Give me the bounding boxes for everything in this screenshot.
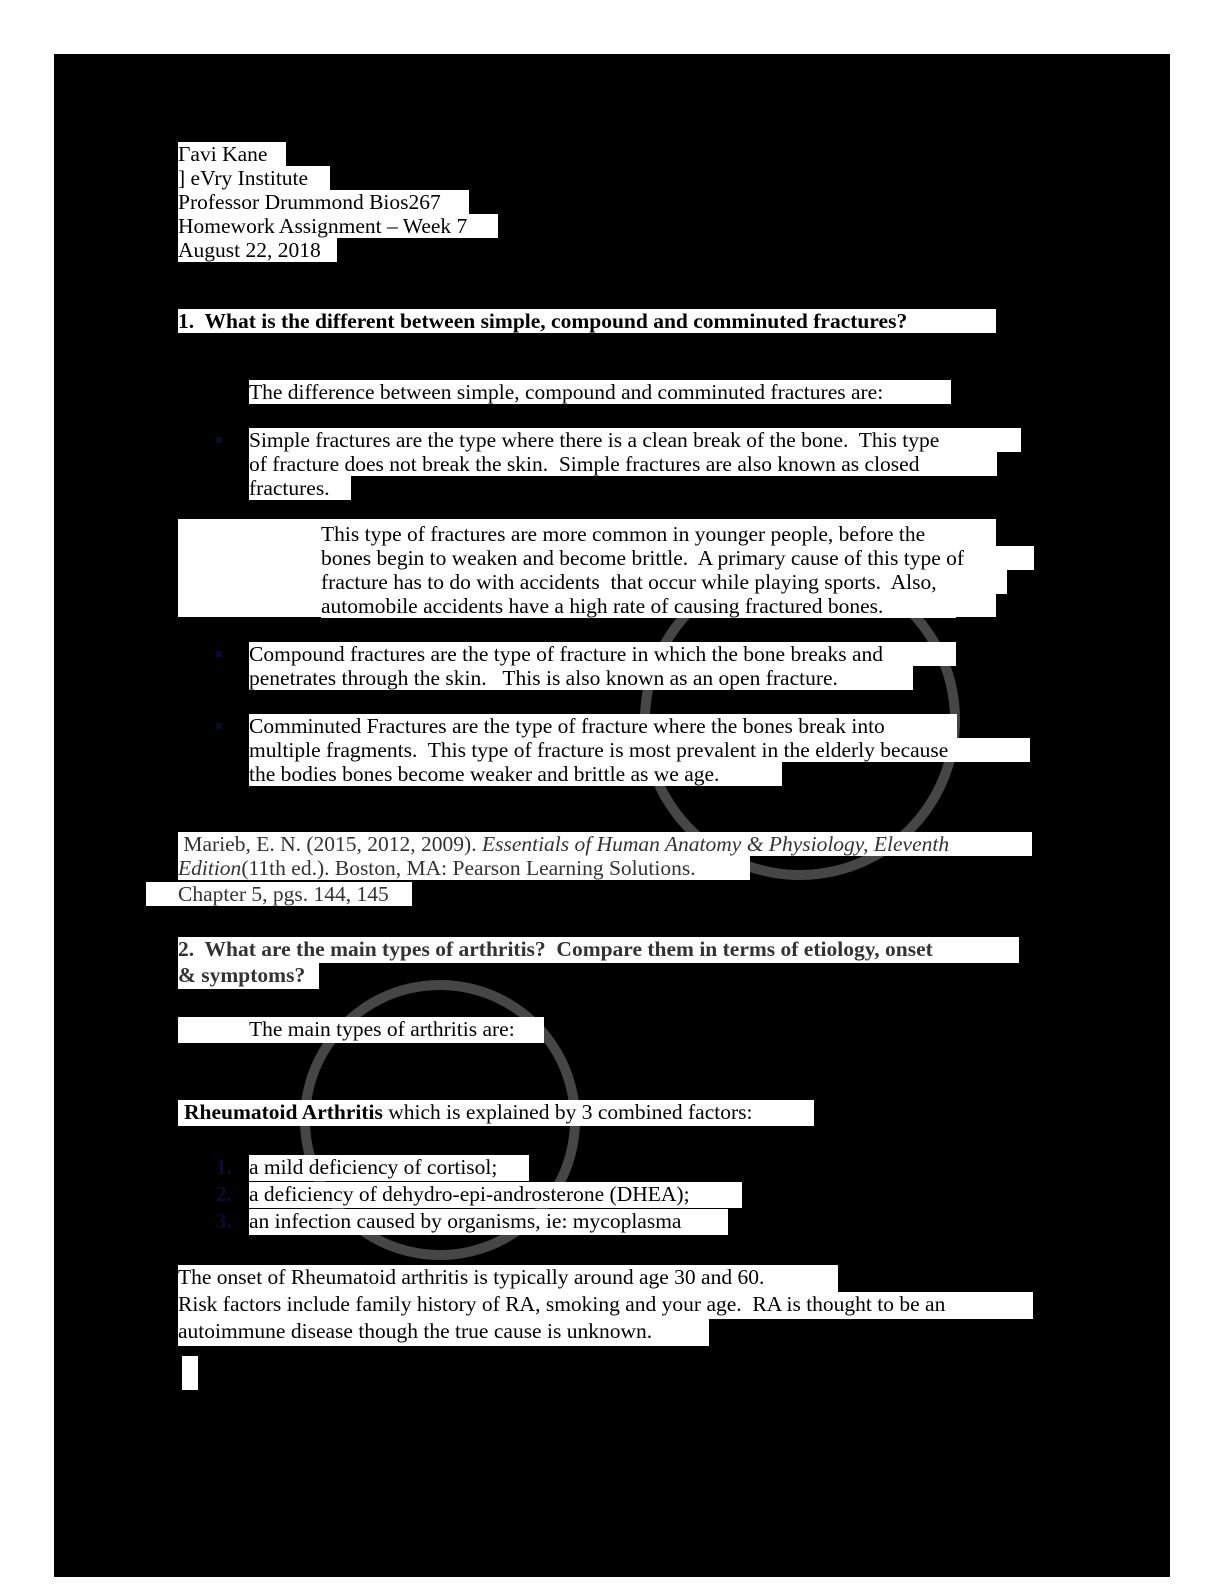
citation-authors: Marieb, E. N. (2015, 2012, 2009). <box>178 832 482 856</box>
rheumatoid-arthritis-heading <box>178 1100 814 1126</box>
factor-item: a mild deficiency of cortisol; <box>249 1155 529 1181</box>
ra-onset: The onset of Rheumatoid arthritis is typically around age 30 and 60. <box>178 1265 838 1292</box>
factor-item: an infection caused by organisms, ie: mycoplasma <box>249 1209 728 1235</box>
simple-fracture-line-1: Simple fractures are the type where there is a clean break of the bone. This type <box>249 428 1021 452</box>
bullet-icon <box>216 651 222 657</box>
question-2-heading-line-2: & symptoms? <box>178 963 319 989</box>
compound-fracture-line-1: Compound fractures are the type of fracture in which the bone breaks and <box>249 642 956 666</box>
document-page <box>54 54 1170 1577</box>
question-2-heading-line-1: 2. What are the main types of arthritis? Compare them in terms of etiology, onset <box>178 937 1019 963</box>
ra-risk-line-1: Risk factors include family history of RA, smoking and your age. RA is thought to be an <box>178 1292 1033 1319</box>
citation-line-1 <box>178 832 1032 856</box>
factor-item: a deficiency of dehydro-epi-androsterone (DHEA); <box>249 1182 742 1208</box>
citation-line-2 <box>178 856 750 880</box>
ra-title: Rheumatoid Arthritis <box>184 1100 383 1124</box>
comminuted-fracture-line-3: the bodies bones become weaker and brittle as we age. <box>249 762 782 786</box>
bullet-icon <box>216 723 222 729</box>
simple-fracture-line-2: of fracture does not break the skin. Simple fractures are also known as closed <box>249 452 997 476</box>
list-number: 2. <box>216 1182 232 1206</box>
ra-risk-line-2: autoimmune disease though the true cause is unknown. <box>178 1319 709 1346</box>
assignment-title: Homework Assignment – Week 7 <box>178 214 498 238</box>
list-number: 3. <box>216 1209 232 1233</box>
simple-note-line-4: automobile accidents have a high rate of causing fractured bones. <box>321 594 956 618</box>
question-1-intro: The difference between simple, compound and comminuted fractures are: <box>249 380 951 404</box>
bullet-icon <box>216 437 222 443</box>
simple-note-line-2: bones begin to weaken and become brittle. A primary cause of this type of <box>321 546 1034 570</box>
question-2-intro-text: The main types of arthritis are: <box>249 1017 515 1041</box>
citation-pages-text: Chapter 5, pgs. 144, 145 <box>178 882 389 906</box>
list-number: 1. <box>216 1155 232 1179</box>
citation-publisher: (11th ed.). Boston, MA: Pearson Learning Solutions. <box>241 856 696 880</box>
institution-name: ] eVry Institute <box>178 166 330 190</box>
compound-fracture-line-2: penetrates through the skin. This is also known as an open fracture. <box>249 666 913 690</box>
question-2-intro <box>178 1017 544 1043</box>
simple-fracture-line-3: fractures. <box>249 476 351 500</box>
citation-title-cont: Edition <box>178 856 242 880</box>
text-cursor[interactable] <box>182 1356 198 1390</box>
simple-note-line-1: This type of fractures are more common in younger people, before the <box>321 522 996 546</box>
citation-pages <box>146 882 412 906</box>
comminuted-fracture-line-1: Comminuted Fractures are the type of fracture where the bones break into <box>249 714 957 738</box>
student-name: Γavi Kane <box>178 142 286 166</box>
assignment-date: August 22, 2018 <box>178 238 337 262</box>
citation-title: Essentials of Human Anatomy & Physiology, Eleventh <box>481 832 950 856</box>
comminuted-fracture-line-2: multiple fragments. This type of fracture is most prevalent in the elderly because <box>249 738 1030 762</box>
question-1-heading: 1. What is the different between simple, compound and comminuted fractures? <box>178 309 996 333</box>
simple-note-line-3: fracture has to do with accidents that occur while playing sports. Also, <box>321 570 1007 594</box>
ra-description: which is explained by 3 combined factors: <box>382 1100 753 1124</box>
professor-course: Professor Drummond Bios267 <box>178 190 469 214</box>
